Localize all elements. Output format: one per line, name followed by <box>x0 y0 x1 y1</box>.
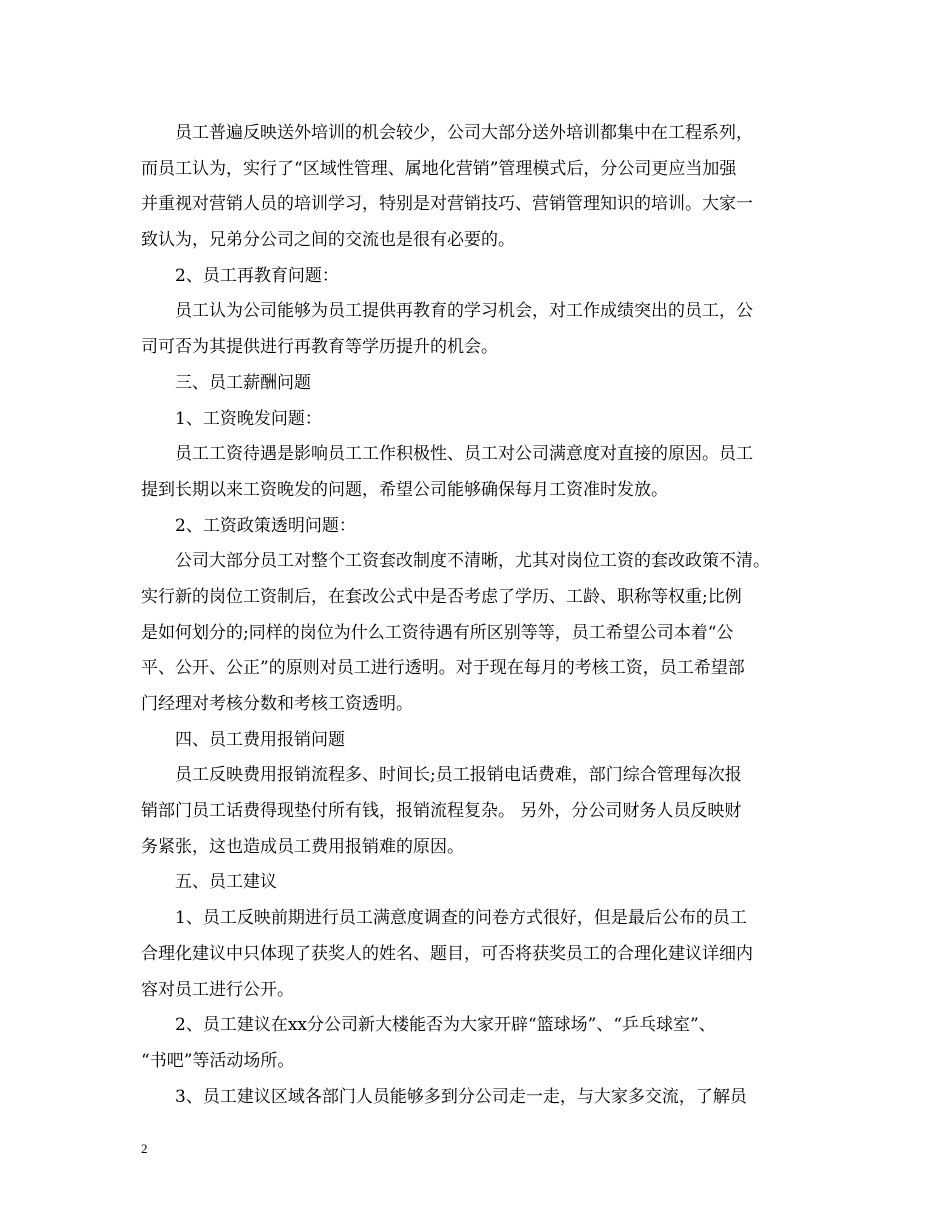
text-line: 容对员工进行公开。 <box>141 979 294 1000</box>
text-line: 员工认为公司能够为员工提供再教育的学习机会，对工作成绩突出的员工，公 <box>175 301 753 322</box>
section-heading: 四、员工费用报销问题 <box>175 729 345 750</box>
page-number: 2 <box>141 1141 148 1156</box>
text-line: “书吧”等活动场所。 <box>141 1050 295 1071</box>
text-line: 是如何划分的;同样的岗位为什么工资待遇有所区别等等，员工希望公司本着“公 <box>141 622 734 643</box>
text-line: 并重视对营销人员的培训学习，特别是对营销技巧、营销管理知识的培训。大家一 <box>141 194 753 215</box>
text-line: 务紧张，这也造成员工费用报销难的原因。 <box>141 836 464 857</box>
text-line: 门经理对考核分数和考核工资透明。 <box>141 694 413 714</box>
text-line: 2、员工建议在xx分公司新大楼能否为大家开辟“篮球场”、“乒乓球室”、 <box>175 1015 716 1036</box>
body-text <box>141 116 821 1115</box>
section-heading: 五、员工建议 <box>175 872 277 893</box>
text-line: 公司大部分员工对整个工资套改制度不清晰，尤其对岗位工资的套改政策不清。 <box>175 551 770 572</box>
text-line: 员工普遍反映送外培训的机会较少，公司大部分送外培训都集中在工程系列， <box>175 123 753 143</box>
text-line: 1、员工反映前期进行员工满意度调查的问卷方式很好，但是最后公布的员工 <box>175 908 747 929</box>
text-line: 而员工认为，实行了“区域性管理、属地化营销”管理模式后，分公司更应当加强 <box>141 158 737 179</box>
text-line: 平、公开、公正”的原则对员工进行透明。对于现在每月的考核工资，员工希望部 <box>141 658 745 679</box>
text-line: 致认为，兄弟分公司之间的交流也是很有必要的。 <box>141 230 515 251</box>
text-line: 员工反映费用报销流程多、时间长;员工报销电话费难，部门综合管理每次报 <box>175 765 742 786</box>
text-line: 员工工资待遇是影响员工工作积极性、员工对公司满意度对直接的原因。员工 <box>175 444 753 465</box>
text-line: 合理化建议中只体现了获奖人的姓名、题目，可否将获奖员工的合理化建议详细内 <box>141 943 753 964</box>
text-line: 提到长期以来工资晚发的问题，希望公司能够确保每月工资准时发放。 <box>141 479 668 500</box>
text-line: 销部门员工话费得现垫付所有钱，报销流程复杂。 另外，分公司财务人员反映财 <box>141 801 742 822</box>
section-heading: 三、员工薪酬问题 <box>175 372 311 393</box>
text-line: 2、工资政策透明问题： <box>175 515 356 536</box>
text-line: 3、员工建议区域各部门人员能够多到分公司走一走，与大家多交流，了解员 <box>175 1086 747 1107</box>
text-line: 实行新的岗位工资制后，在套改公式中是否考虑了学历、工龄、职称等权重;比例 <box>141 586 742 607</box>
text-line: 司可否为其提供进行再教育等学历提升的机会。 <box>141 337 498 358</box>
text-line: 2、员工再教育问题： <box>175 265 339 286</box>
text-line: 1、工资晚发问题： <box>175 408 322 429</box>
